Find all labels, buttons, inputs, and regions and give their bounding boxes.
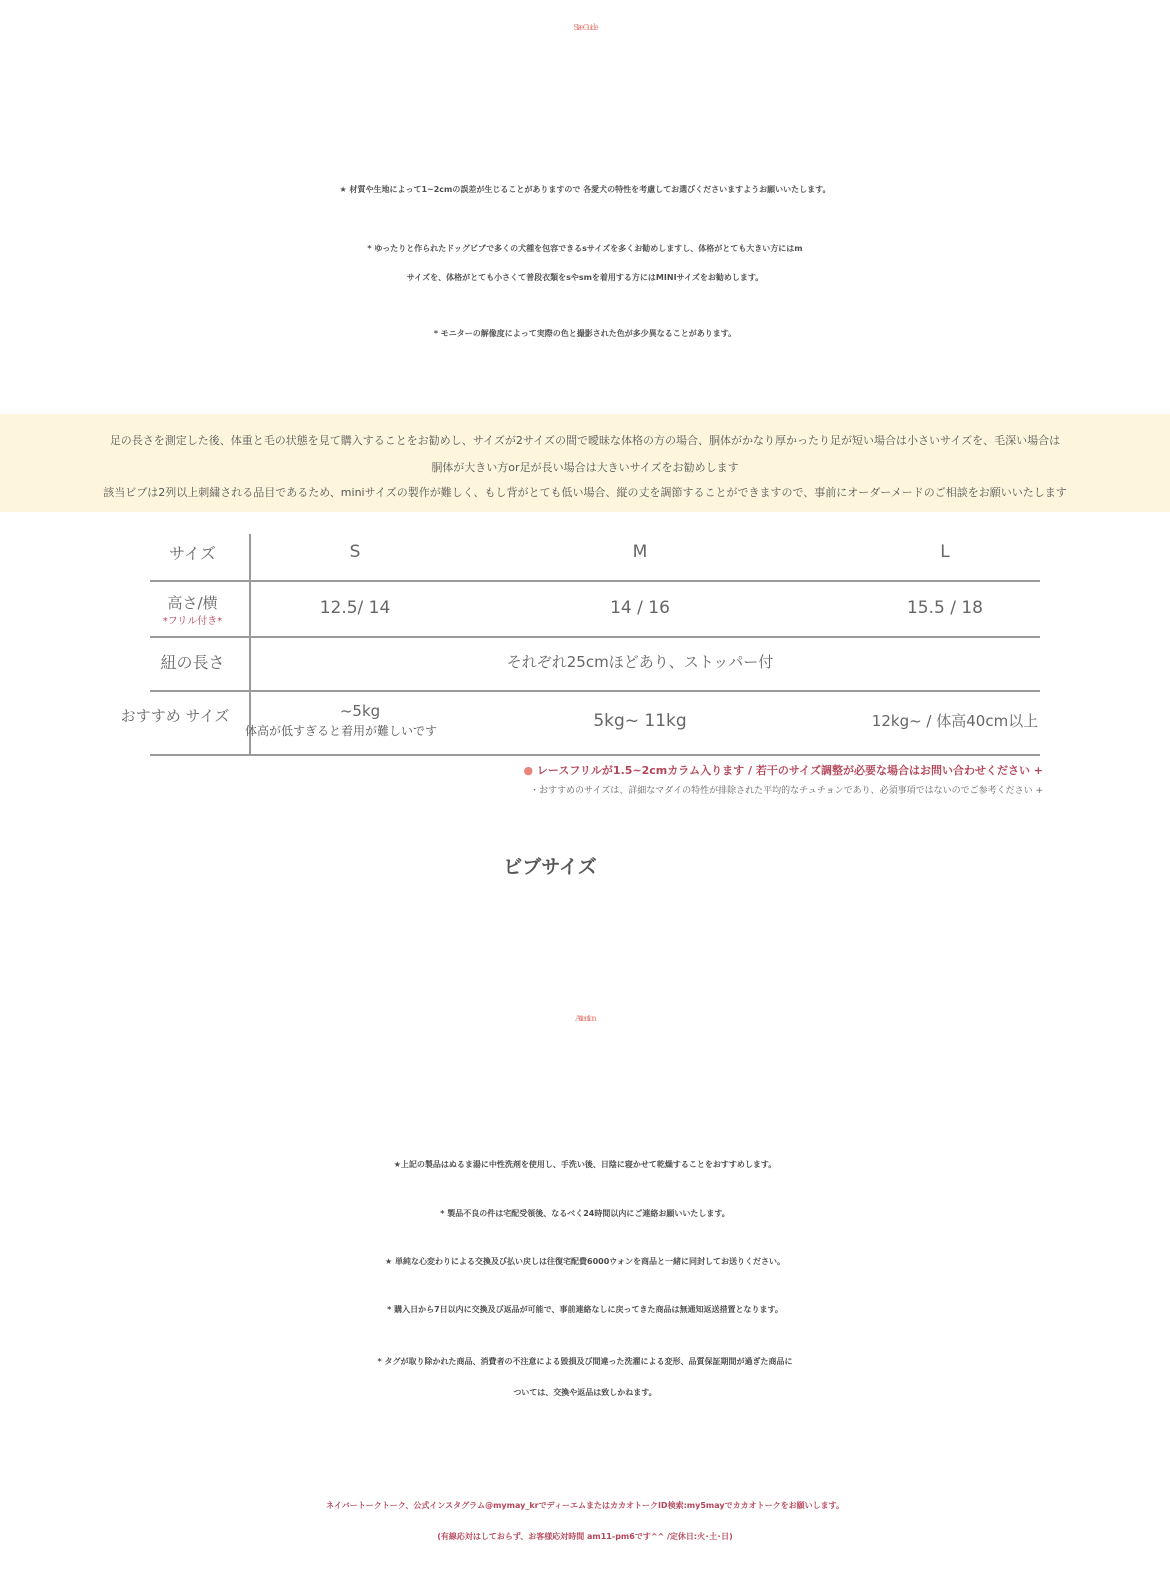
header-size-l: L — [940, 542, 950, 562]
table-divider — [150, 754, 1040, 756]
size-recommend-note-2: サイズを、体格がとても小さくて普段衣類をsやsmを着用する方にはMINIサイズをお勧めします。 — [406, 273, 764, 282]
header-size-s: S — [349, 542, 361, 562]
frill-footnote: ● レースフリルが1.5~2cmカラム入ります / 若干のサイズ調整が必要な場合はお問い合わせください + — [523, 764, 1043, 777]
header-size-label: サイズ — [169, 544, 216, 563]
no-return-note-2: ついては、交換や返品は致しかねます。 — [513, 1388, 657, 1397]
contact-info: ネイバートークトーク、公式インスタグラム@mymay_krでディーエムまたはカカオトークID検索:my5mayでカカオトークをお願いします。 — [326, 1501, 844, 1510]
size-recommend-note-1: * ゆったりと作られたドッグビブで多くの犬種を包容できるsサイズを多くお勧めしますし、体格がとても大きい方にはm — [367, 244, 803, 253]
table-divider — [150, 580, 1040, 582]
row-label-string-length: 紐の長さ — [160, 653, 225, 672]
height-width-l: 15.5 / 18 — [906, 598, 984, 618]
recommended-s-note: 体高が低すぎると着用が難しいです — [245, 724, 438, 738]
table-divider — [150, 690, 1040, 692]
exchange-fee-note: ★ 単純な心変わりによる交換及び払い戻しは往復宅配費6000ウォンを商品と一緒に同封してお送りください。 — [385, 1257, 785, 1266]
height-width-s: 12.5/ 14 — [319, 598, 391, 618]
row-label-height-width: 高さ/横 — [167, 594, 218, 612]
bullet-dot-icon: ● — [523, 764, 537, 777]
advice-line-1: 足の長さを測定した後、体重と毛の状態を見て購入することをお勧めし、サイズが2サイズの間で曖昧な体格の方の場合、胴体がかなり厚かったり足が短い場合は小さいサイズを、毛深い場合は — [109, 434, 1061, 447]
height-width-m: 14 / 16 — [610, 598, 670, 618]
recommended-m: 5kg~ 11kg — [593, 711, 687, 731]
header-size-m: M — [632, 542, 648, 562]
string-length-value: それぞれ25cmほどあり、ストッパー付 — [506, 653, 774, 671]
advice-line-2: 胴体が大きい方or足が長い場合は大きいサイズをお勧めします — [431, 461, 739, 474]
recommended-l: 12kg~ / 体高40cm以上 — [871, 712, 1039, 730]
table-caption: ビブサイズ — [503, 856, 597, 878]
table-divider — [150, 636, 1040, 638]
attention-title: Attention — [575, 1014, 595, 1023]
advice-line-3: 該当ビブは2列以上刺繍される品目であるため、miniサイズの製作が難しく、もし背がとても低い場合、縦の丈を調節することができますので、事前にオーダーメードのご相談をお願いいたします — [103, 486, 1067, 499]
size-guide-title: Size Guide — [573, 23, 597, 32]
monitor-note: * モニターの解像度によって実際の色と撮影された色が多少異なることがあります。 — [433, 329, 737, 338]
return-period-note: * 購入日から7日以内に交換及び返品が可能で、事前連絡なしに戻ってきた商品は無通知返送措置となります。 — [387, 1305, 783, 1314]
material-note: ★ 材質や生地によって1~2cmの誤差が生じることがありますので 各愛犬の特性を考慮してお選びくださいますようお願いいたします。 — [339, 185, 831, 194]
recommend-footnote: ・おすすめのサイズは、詳細なマダイの特性が排除された平均的なチュチョンであり、必須事項ではないのでご参考ください + — [529, 786, 1043, 796]
recommended-s: ~5kg — [339, 702, 381, 720]
business-hours: (有線応対はしておらず、お客様応対時間 am11-pm6です^^ /定休日:火･土･日) — [437, 1532, 733, 1541]
washing-note: ★上記の製品はぬるま湯に中性洗剤を使用し、手洗い後、日陰に寝かせて乾燥することをおすすめします。 — [393, 1160, 777, 1169]
row-sublabel-frill: *フリル付き* — [162, 616, 223, 627]
defect-note: * 製品不良の件は宅配受領後、なるべく24時間以内にご連絡お願いいたします。 — [440, 1209, 730, 1218]
row-label-recommended: おすすめ サイズ — [120, 707, 230, 725]
no-return-note-1: * タグが取り除かれた商品、消費者の不注意による毀損及び間違った洗濯による変形、品質保証期間が過ぎた商品に — [377, 1357, 793, 1366]
